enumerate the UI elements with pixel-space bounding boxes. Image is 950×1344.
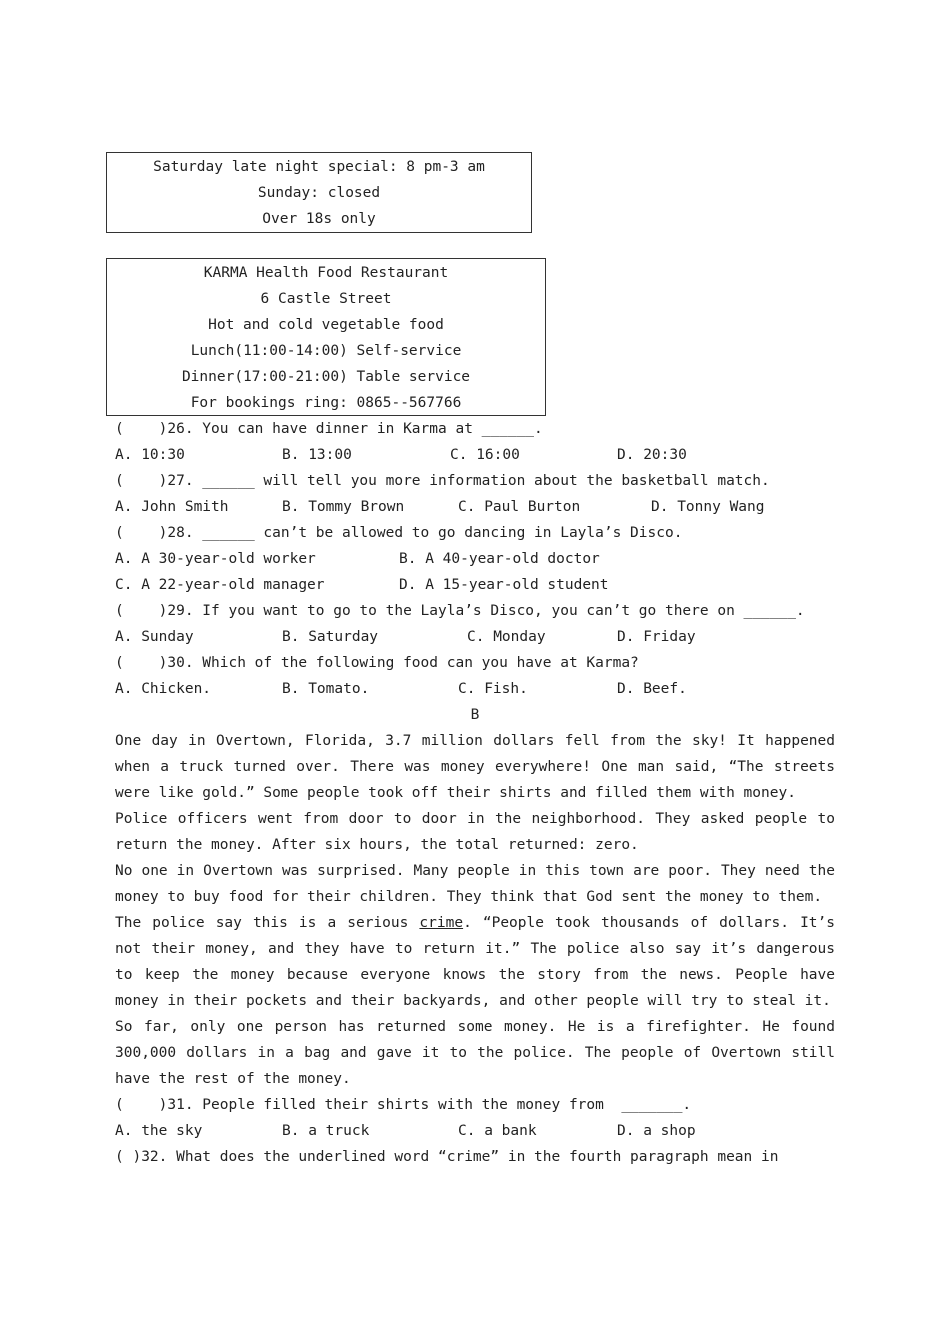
option: C. Paul Burton xyxy=(458,499,581,515)
box-line: KARMA Health Food Restaurant xyxy=(203,265,449,281)
option: B. a truck xyxy=(282,1123,370,1139)
box-line: Sunday: closed xyxy=(257,185,381,201)
option: B. 13:00 xyxy=(282,447,352,463)
option: B. Saturday xyxy=(282,629,379,645)
passage-paragraph: One day in Overtown, Florida, 3.7 million dollars fell from the sky! It happened when a truck turned over. There was money everywhere! One man said, “The streets were like gold.” Some people took off their shirts and filled them with money. xyxy=(115,733,835,801)
option: C. 16:00 xyxy=(450,447,520,463)
question-stem: ( )27. ______ will tell you more information about the basketball match. xyxy=(115,473,770,489)
passage-paragraph: So far, only one person has returned some money. He is a firefighter. He found 300,000 dollars in a bag and gave it to the police. The people of Overtown still have the rest of the money. xyxy=(115,1019,835,1087)
section-heading: B xyxy=(470,707,480,723)
option: D. Friday xyxy=(617,629,696,645)
option: C. A 22-year-old manager xyxy=(115,577,325,593)
option: A. A 30-year-old worker xyxy=(115,551,316,567)
option: D. Tonny Wang xyxy=(651,499,765,515)
option: B. A 40-year-old doctor xyxy=(399,551,600,567)
karma-restaurant-box xyxy=(106,258,546,416)
question-options xyxy=(115,624,835,650)
underlined-word: crime xyxy=(419,915,464,931)
box-line: Saturday late night special: 8 pm-3 am xyxy=(153,159,485,175)
disco-info-box xyxy=(106,152,532,233)
option: B. Tomato. xyxy=(282,681,370,697)
option: D. 20:30 xyxy=(617,447,687,463)
option: D. a shop xyxy=(617,1123,696,1139)
option: A. Chicken. xyxy=(115,681,212,697)
question-stem: ( )30. Which of the following food can you have at Karma? xyxy=(115,655,639,671)
question-options xyxy=(115,572,835,598)
question-options xyxy=(115,442,835,468)
option: C. a bank xyxy=(458,1123,537,1139)
question-options xyxy=(115,676,835,702)
question-stem: ( )32. What does the underlined word “crime” in the fourth paragraph mean in xyxy=(115,1149,779,1165)
question-content xyxy=(115,416,835,1170)
option: B. Tommy Brown xyxy=(282,499,405,515)
box-line: Hot and cold vegetable food xyxy=(208,317,444,333)
question-stem: ( )31. People filled their shirts with the money from _______. xyxy=(115,1097,692,1113)
option: D. A 15-year-old student xyxy=(399,577,609,593)
passage-paragraph: No one in Overtown was surprised. Many people in this town are poor. They need the money to buy food for their children. They think that God sent the money to them. xyxy=(115,863,835,905)
passage-paragraph xyxy=(115,910,835,1014)
option: C. Monday xyxy=(467,629,546,645)
box-line: Lunch(11:00-14:00) Self-service xyxy=(190,343,462,359)
question-options xyxy=(115,494,835,520)
question-stem: ( )26. You can have dinner in Karma at ______. xyxy=(115,421,543,437)
question-stem: ( )29. If you want to go to the Layla’s Disco, you can’t go there on ______. xyxy=(115,603,805,619)
box-line: For bookings ring: 0865--567766 xyxy=(190,395,462,411)
option: D. Beef. xyxy=(617,681,687,697)
option: C. Fish. xyxy=(458,681,528,697)
option: A. John Smith xyxy=(115,499,229,515)
question-options xyxy=(115,546,835,572)
paragraph-text: The police say this is a serious xyxy=(115,915,420,931)
option: A. 10:30 xyxy=(115,447,185,463)
question-options xyxy=(115,1118,835,1144)
passage-paragraph: Police officers went from door to door in the neighborhood. They asked people to return the money. After six hours, the total returned: zero. xyxy=(115,811,835,853)
box-line: Dinner(17:00-21:00) Table service xyxy=(181,369,471,385)
box-line: 6 Castle Street xyxy=(260,291,392,307)
paragraph-text: . “People took thousands of dollars. It’s not their money, and they have to return it.” The police also say it’s dangerous to keep the money because everyone knows the story from the news. People have money in their pockets and their backyards, and other people will try to steal it. xyxy=(115,915,835,1009)
option: A. the sky xyxy=(115,1123,203,1139)
option: A. Sunday xyxy=(115,629,194,645)
question-stem: ( )28. ______ can’t be allowed to go dancing in Layla’s Disco. xyxy=(115,525,683,541)
box-line: Over 18s only xyxy=(262,211,376,227)
